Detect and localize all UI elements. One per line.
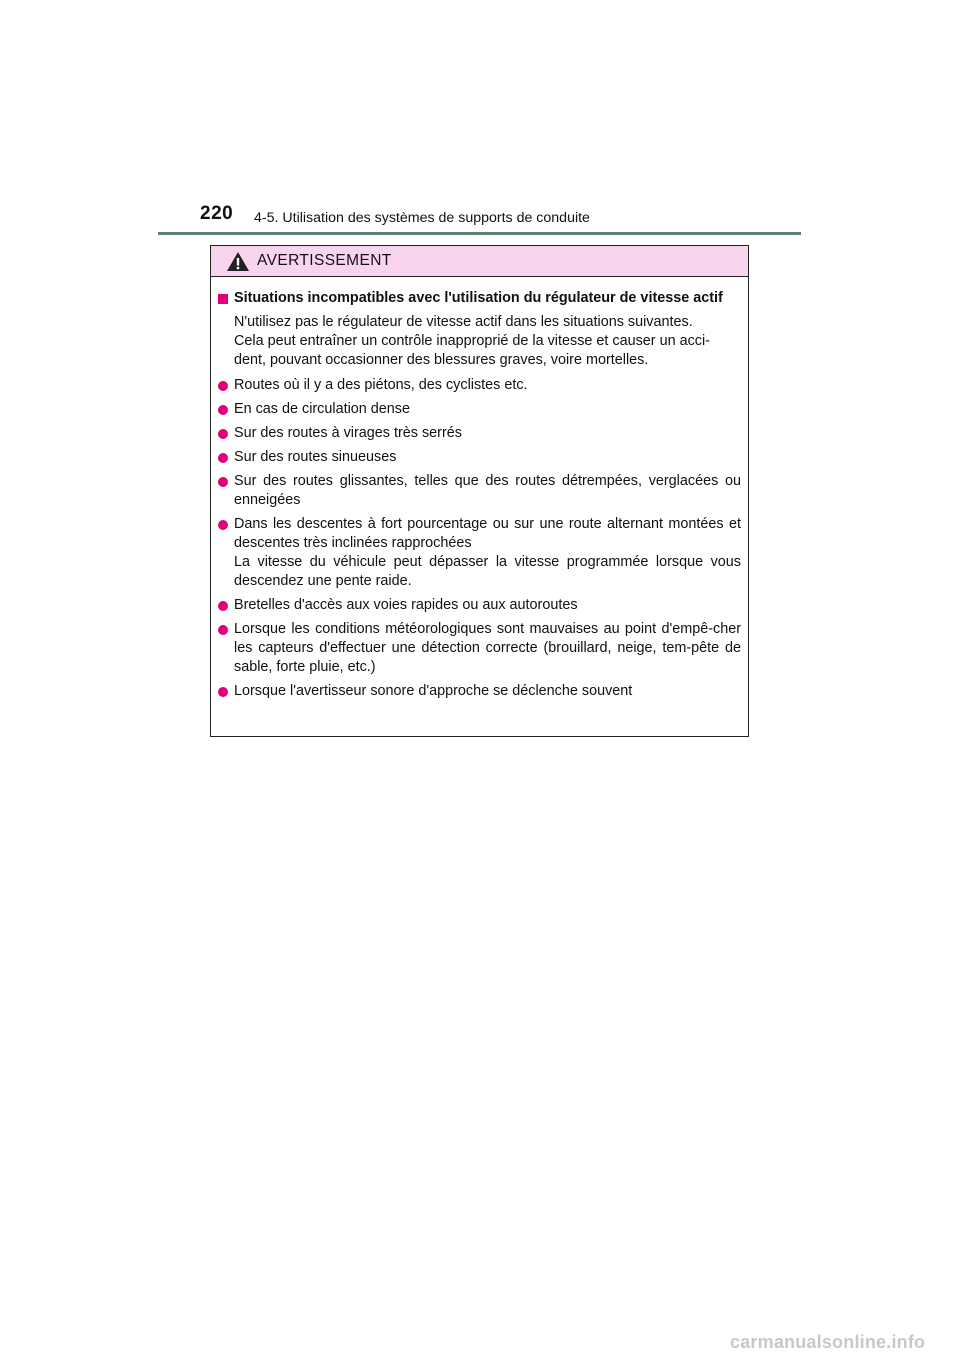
list-item — [218, 620, 741, 677]
list-item — [218, 472, 741, 510]
list-item — [218, 448, 741, 467]
list-item-text: Sur des routes à virages très serrés — [234, 425, 462, 441]
list-item-subtext: La vitesse du véhicule peut dépasser la vitesse programmée lorsque vous descendez une pente raide. — [234, 554, 741, 589]
bullet-dot-icon — [218, 625, 228, 635]
intro-line: Cela peut entraîner un contrôle inapproprié de la vitesse et causer un acci- — [234, 333, 710, 349]
list-item-text: Routes où il y a des piétons, des cyclistes etc. — [234, 377, 528, 393]
list-item-text: Dans les descentes à fort pourcentage ou sur une route alternant montées et descentes très inclinées rapprochées — [234, 516, 741, 551]
list-item-text: Lorsque l'avertisseur sonore d'approche se déclenche souvent — [234, 683, 633, 699]
list-item — [218, 682, 741, 701]
square-bullet-icon — [218, 294, 228, 304]
warning-triangle-icon — [227, 252, 249, 271]
bullet-dot-icon — [218, 520, 228, 530]
warning-heading-text: Situations incompatibles avec l'utilisation du régulateur de vitesse actif — [234, 290, 723, 306]
list-item-text: Sur des routes sinueuses — [234, 449, 397, 465]
header-rule — [158, 232, 801, 235]
bullet-dot-icon — [218, 381, 228, 391]
list-item-content — [234, 515, 741, 591]
bullet-dot-icon — [218, 687, 228, 697]
situation-list — [218, 376, 741, 701]
section-title: 4-5. Utilisation des systèmes de supports de conduite — [254, 210, 590, 226]
bullet-dot-icon — [218, 477, 228, 487]
intro-line: dent, pouvant occasionner des blessures graves, voire mortelles. — [234, 352, 649, 368]
list-item-text: Bretelles d'accès aux voies rapides ou aux autoroutes — [234, 597, 578, 613]
list-item-text: Lorsque les conditions météorologiques sont mauvaises au point d'empê-cher les capteurs d'effectuer une détection correcte (brouillard, neige, tem-pête de sable, forte pluie, etc.) — [234, 621, 741, 675]
list-item — [218, 596, 741, 615]
intro-line: N'utilisez pas le régulateur de vitesse actif dans les situations suivantes. — [234, 314, 693, 330]
bullet-dot-icon — [218, 405, 228, 415]
list-item-text: En cas de circulation dense — [234, 401, 410, 417]
warning-box — [210, 245, 749, 737]
warning-intro — [234, 313, 741, 370]
bullet-dot-icon — [218, 601, 228, 611]
warning-header — [211, 246, 748, 277]
bullet-dot-icon — [218, 429, 228, 439]
warning-body — [211, 277, 748, 701]
bullet-dot-icon — [218, 453, 228, 463]
list-item-text: Sur des routes glissantes, telles que des routes détrempées, verglacées ou enneigées — [234, 473, 741, 508]
watermark: carmanualsonline.info — [730, 1332, 926, 1352]
list-item — [218, 424, 741, 443]
list-item — [218, 515, 741, 591]
page-number: 220 — [200, 203, 234, 224]
warning-label: AVERTISSEMENT — [257, 252, 392, 269]
list-item — [218, 376, 741, 395]
list-item — [218, 400, 741, 419]
warning-heading — [218, 289, 741, 308]
